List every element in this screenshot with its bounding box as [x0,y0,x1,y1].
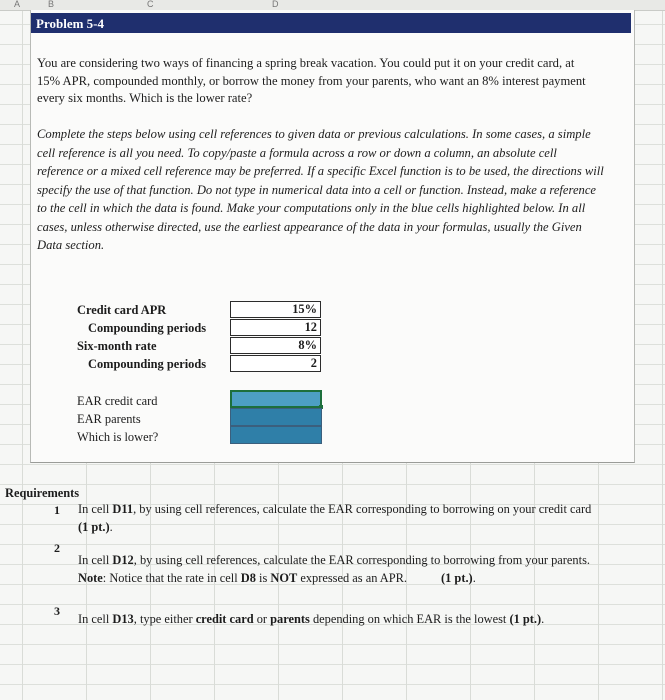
label-which-is-lower[interactable]: Which is lower? [77,430,159,444]
req1-cell: D11 [112,502,134,516]
cell-d11-ear-credit-card[interactable] [230,390,322,408]
req2-cell: D12 [112,553,134,567]
column-header-d[interactable]: D [272,0,279,9]
req2-note-mid: is [255,571,271,585]
req3-post: depending on which EAR is the lowest [309,612,510,626]
req3-option-parents: parents [270,612,310,626]
req2-note-label: Note [78,571,103,585]
column-header-a[interactable]: A [14,0,21,9]
label-compounding-periods-parents[interactable]: Compounding periods [88,357,207,371]
req3-cell: D13 [112,612,134,626]
req1-points: (1 pt.) [78,520,110,534]
instructions-text[interactable]: Complete the steps below using cell references to given data or previous calculations. In some cases, a simple cell reference is all you need. To copy/paste a formula across a row or down a column, an absolute cell reference or a mixed cell reference may be preferred. If a specific Excel function is to be used, the directions will specify the use of that function. Do not type in numerical data into a cell or function. Instead, make a reference to the cell in which the data is found. Make your computations only in the blue cells highlighted below. In all cases, unless otherwise directed, use the earliest appearance of the data in your formulas, usually the Given Data section. [37,127,604,252]
requirements-title[interactable]: Requirements [5,486,80,500]
req2-note-cell: D8 [240,571,256,585]
label-six-month-rate[interactable]: Six-month rate [77,339,157,353]
cell-d7-apr[interactable]: 15% [230,301,321,318]
column-header-c[interactable]: C [147,0,154,9]
column-header-b[interactable]: B [48,0,55,9]
req2-end: . [472,571,476,585]
label-ear-credit-card[interactable]: EAR credit card [77,394,158,408]
label-compounding-periods-card[interactable]: Compounding periods [88,321,207,335]
cell-d8-periods[interactable]: 12 [230,319,321,336]
cell-d10-periods[interactable]: 2 [230,355,321,372]
req2-note-pre: : Notice that the rate in cell [102,571,241,585]
requirement-3[interactable] [78,610,598,628]
label-ear-parents[interactable]: EAR parents [77,412,141,426]
req3-option-credit-card: credit card [195,612,254,626]
requirement-number-3: 3 [54,604,60,618]
req2-points: (1 pt.) [441,571,473,585]
requirement-1[interactable] [78,500,598,536]
intro-text[interactable]: You are considering two ways of financing a spring break vacation. You could put it on your credit card, at 15% APR, compounded monthly, or borrow the money from your parents, who want an 8% interest payment every six months. Which is the lower rate? [37,56,586,105]
req1-end: . [109,520,113,534]
problem-title: Problem 5-4 [36,16,104,31]
cell-d12-ear-parents[interactable] [230,408,322,426]
req3-pre: In cell [78,612,113,626]
cell-d13-which-lower[interactable] [230,426,322,444]
req2-note-post: expressed as an APR. [297,571,408,585]
req3-mid: , type either [133,612,196,626]
req3-or: or [253,612,271,626]
requirement-number-1: 1 [54,503,60,517]
cell-d9-rate[interactable]: 8% [230,337,321,354]
req2-mid: , by using cell references, calculate the EAR corresponding to borrowing from your parents. [133,553,590,567]
req3-points: (1 pt.) [509,612,542,626]
req2-pre: In cell [78,553,113,567]
req2-note-not: NOT [270,571,298,585]
req3-end: . [541,612,545,626]
label-credit-card-apr[interactable]: Credit card APR [77,303,167,317]
req1-pre: In cell [78,502,113,516]
req1-post: , by using cell references, calculate the EAR corresponding to borrowing on your credit card [133,502,592,516]
requirement-2[interactable] [78,551,598,587]
title-bar[interactable] [31,13,631,33]
requirement-number-2: 2 [54,541,60,555]
